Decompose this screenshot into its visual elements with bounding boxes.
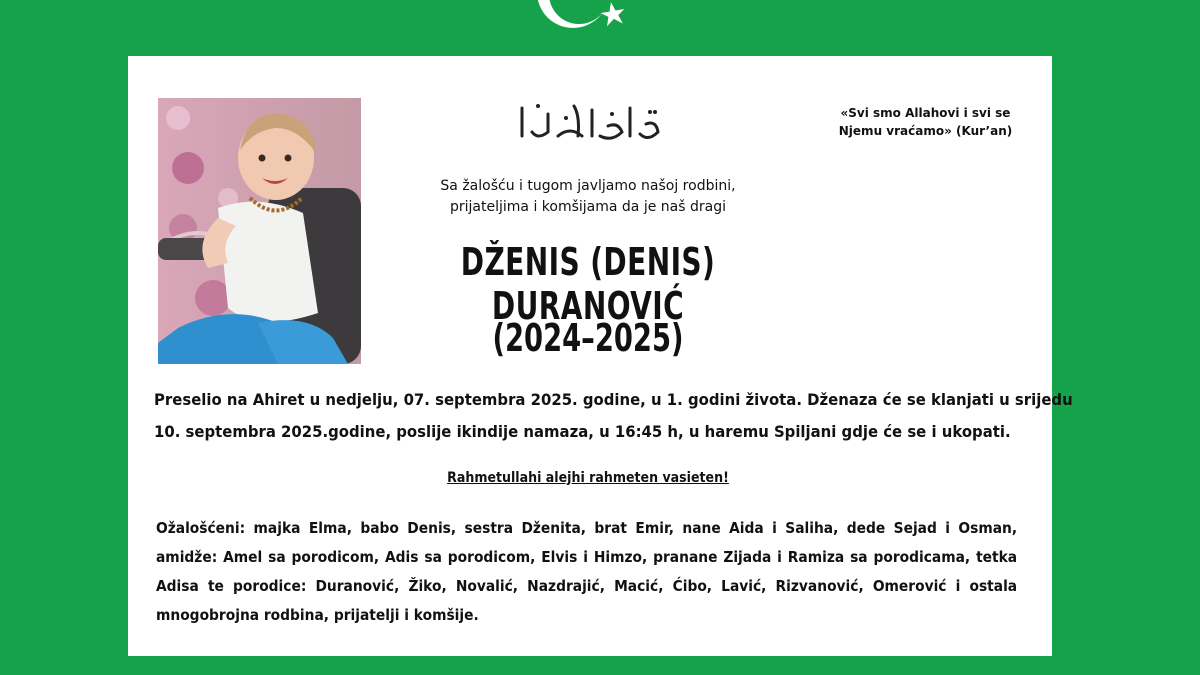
announcement-line-1: Preselio na Ahiret u nedjelju, 07. septembra 2025. godine, u 1. godini života. Dženaza će se klanjati u srijedu xyxy=(154,390,1073,409)
intro-line-1: Sa žalošću i tugom javljamo našoj rodbini, xyxy=(440,178,736,194)
prayer-line: Rahmetullahi alejhi rahmeten vasieten! xyxy=(447,470,729,486)
obituary-card xyxy=(128,56,1073,656)
announcement-line-2: 10. septembra 2025.godine, poslije ikindije namaza, u 16:45 h, u haremu Spiljani gdje će se i ukopati. xyxy=(154,422,1011,441)
life-years: (2024–2025) xyxy=(492,316,684,360)
intro-line-2: prijateljima i komšijama da je naš dragi xyxy=(450,199,726,215)
arabic-calligraphy-icon xyxy=(508,96,668,148)
mourners-list: Ožalošćeni: majka Elma, babo Denis, sestra Dženita, brat Emir, nane Aida i Saliha, dede Sejad i Osman, amidže: Amel sa porodicom, Adis sa porodicom, Elvis i Himzo, pranane Zijada i Ramiza sa porodicama, tetka Adisa te porodice: Duranović, Žiko, Novalić, Nazdrajić, Macić, Ćibo, Lavić, Rizvanović, Omerović i ostala mnogobrojna rodbina, prijatelji i komšije. xyxy=(156,519,1018,624)
intro-text xyxy=(398,176,778,218)
crescent-and-star-icon xyxy=(535,0,635,45)
quran-quote: «Svi smo Allahovi i svi se Njemu vraćamo» (Kur’an) xyxy=(838,106,1013,138)
child-photo xyxy=(158,98,361,364)
announcement-text xyxy=(154,384,1073,448)
deceased-name: DŽENIS (DENIS) DURANOVIĆ xyxy=(460,240,716,328)
